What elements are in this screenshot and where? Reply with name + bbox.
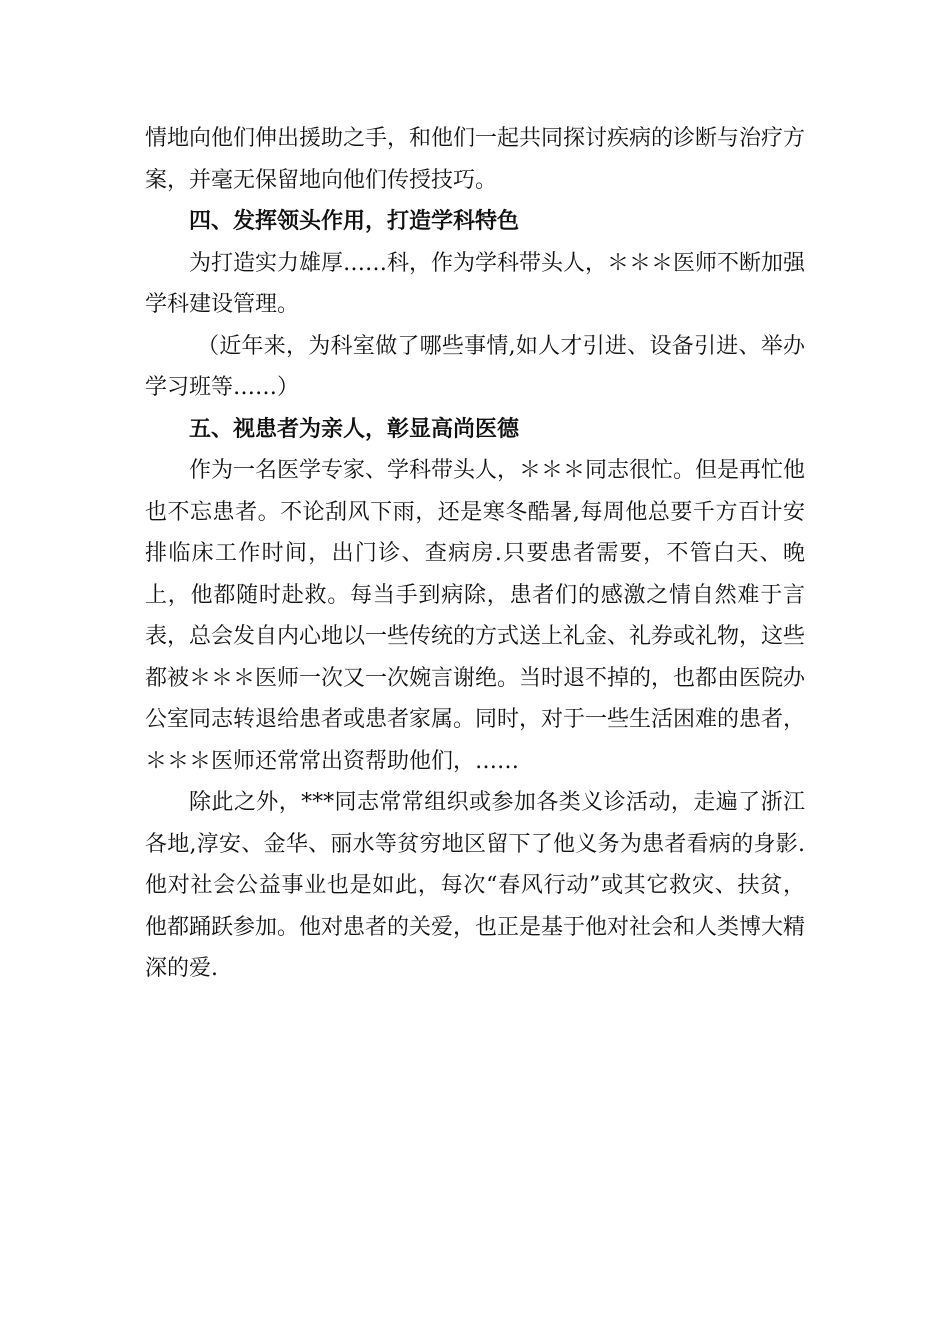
paragraph-4-1: 为打造实力雄厚……科，作为学科带头人，＊＊＊医师不断加强学科建设管理。 [145,250,806,317]
paragraph-continuation: 情地向他们伸出援助之手，和他们一起共同探讨疾病的诊断与治疗方案，并毫无保留地向他们传授技巧。 [145,126,806,193]
paragraph-4-2: （近年来，为科室做了哪些事情,如人才引进、设备引进、举办学习班等……） [145,333,805,400]
section-heading-4: 四、发挥领头作用，打造学科特色 [189,209,520,234]
document-body [145,118,805,990]
section-heading-5: 五、视患者为亲人，彰显高尚医德 [189,416,520,442]
paragraph-5-1: 作为一名医学专家、学科带头人，＊＊＊同志很忙。但是再忙他也不忘患者。不论刮风下雨，还是寒冬酷暑,每周他总要千方百计安排临床工作时间，出门诊、查病房.只要患者需要，不管白天、晚上，他都随时赴救。每当手到病除，患者们的感激之情自然难于言表，总会发自内心地以一些传统的方式送上礼金、礼券或礼物，这些都被＊＊＊医师一次又一次婉言谢绝。当时退不掉的，也都由医院办公室同志转退给患者或患者家属。同时，对于一些生活困难的患者，＊＊＊医师还常常出资帮助他们，…… [145,458,806,774]
paragraph-5-2: 除此之外，***同志常常组织或参加各类义诊活动，走遍了浙江各地,淳安、金华、丽水等贫穷地区留下了他义务为患者看病的身影.他对社会公益事业也是如此，每次“春风行动”或其它救灾、扶贫，他都踊跃参加。他对患者的关爱，也正是基于他对社会和人类博大精深的爱. [145,790,806,981]
